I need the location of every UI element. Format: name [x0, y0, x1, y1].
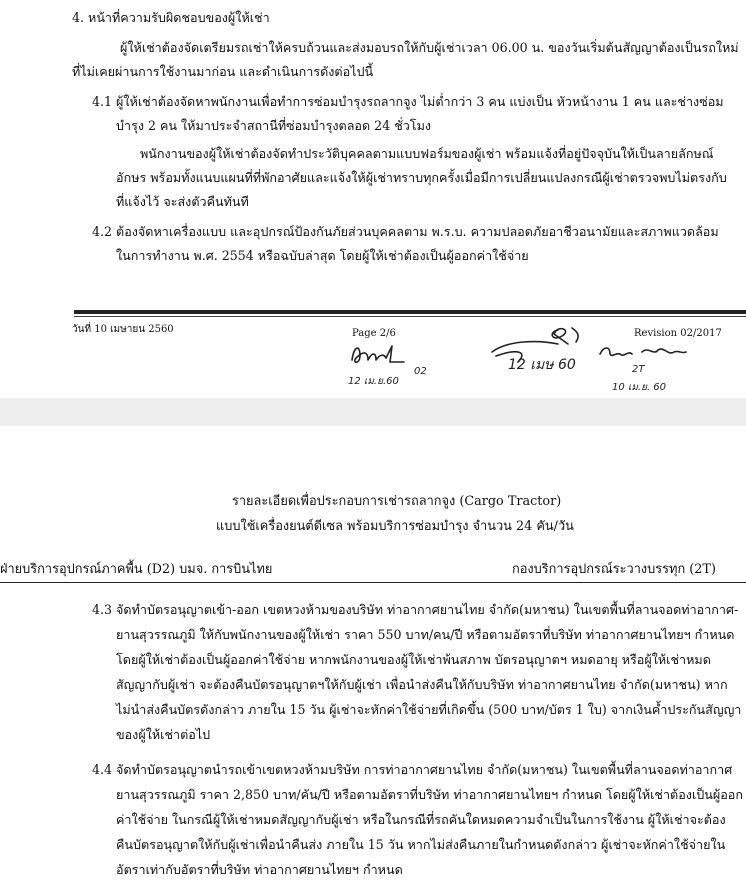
- item-4-4-line: คืนบัตรอนุญาตให้กับผู้เช่าเพื่อนำคืนส่ง ภายใน 15 วัน หากไม่ส่งคืนภายในกำหนดดังกล่าว ผู้เช่าจะหักค่าใช้จ่ายใน: [116, 837, 726, 852]
- item-4-1-line: อักษร พร้อมทั้งแนบแผนที่ที่พักอาศัยและแจ้งให้ผู้เช่าทราบทุกครั้งเมื่อมีการเปลี่ยนแปลงกรณีผู้เช่าตรวจพบไม่ตรงกับ: [116, 170, 727, 185]
- item-4-1-line: พนักงานของผู้ให้เช่าต้องจัดทำประวัติบุคคลตามแบบฟอร์มของผู้เช่า พร้อมแจ้งที่อยู่ปัจจุบันให้เป็นลายลักษณ์: [140, 146, 714, 161]
- department-left: ฝ่ายบริการอุปกรณ์ภาคพื้น (D2) บมจ. การบินไทย: [0, 562, 273, 577]
- footer-date: วันที่ 10 เมษายน 2560: [72, 324, 174, 335]
- page-separator: [0, 398, 746, 426]
- handwritten-date-2: 12 เมษ 60: [508, 357, 576, 373]
- item-4-4-line: 4.4 จัดทำบัตรอนุญาตนำรถเข้าเขตหวงห้ามบริษัท การท่าอากาศยานไทย จำกัด(มหาชน) ในเขตพื้นที่ลานจอดท่าอากาศ: [92, 762, 733, 777]
- signature-1: [346, 340, 406, 370]
- handwritten-date-1: 12 เม.ย.60: [348, 376, 399, 387]
- item-4-1-line: บำรุง 2 คน ให้มาประจำสถานีที่ซ่อมบำรุงตลอด 24 ชั่วโมง: [116, 118, 432, 133]
- footer-rule-thin: [74, 316, 746, 317]
- item-4-1-line: 4.1 ผู้ให้เช่าต้องจัดหาพนักงานเพื่อทำการซ่อมบำรุงรถลากจูง ไม่ต่ำกว่า 3 คน แบ่งเป็น หัวหน้างาน 1 คน และช่างซ่อม: [92, 94, 724, 109]
- section-4-heading: 4. หน้าที่ความรับผิดชอบของผู้ให้เช่า: [72, 10, 270, 25]
- item-4-3-line: ยานสุวรรณภูมิ ให้กับพนักงานของผู้ให้เช่า ราคา 550 บาท/คน/ปี หรือตามอัตราที่บริษัท ท่าอากาศยานไทยฯ กำหนด: [116, 627, 735, 642]
- item-4-3-line: สัญญากับผู้เช่า จะต้องคืนบัตรอนุญาตฯให้กับผู้เช่า เพื่อนำส่งคืนให้กับบริษัท ท่าอากาศยานไทย จำกัด(มหาชน) หาก: [116, 677, 728, 692]
- item-4-1-line: ที่แจ้งไว้ จะส่งตัวคืนทันที: [116, 194, 249, 209]
- handwritten-date-3: 10 เม.ย. 60: [612, 382, 667, 393]
- footer-revision: Revision 02/2017: [634, 328, 722, 339]
- header-rule: [0, 582, 746, 583]
- item-4-2-line: ในการทำงาน พ.ศ. 2554 หรือฉบับล่าสุด โดยผู้ให้เช่าต้องเป็นผู้ออกค่าใช้จ่าย: [116, 248, 529, 263]
- item-4-2-line: 4.2 ต้องจัดหาเครื่องแบบ และอุปกรณ์ป้องกันภัยส่วนบุคคลตาม พ.ร.บ. ความปลอดภัยอาชีวอนามัยและสภาพแวดล้อม: [92, 224, 719, 239]
- department-right: กองบริการอุปกรณ์ระวางบรรทุก (2T): [512, 562, 716, 577]
- paragraph-line: ที่ไม่เคยผ่านการใช้งานมาก่อน และดำเนินการดังต่อไปนี้: [72, 64, 374, 79]
- item-4-3-line: 4.3 จัดทำบัตรอนุญาตเข้า-ออก เขตหวงห้ามของบริษัท ท่าอากาศยานไทย จำกัด(มหาชน) ในเขตพื้นที่ลานจอดท่าอากาศ-: [92, 602, 739, 617]
- item-4-3-line: ไม่นำส่งคืนบัตรดังกล่าว ภายใน 15 วัน ผู้เช่าจะหักค่าใช้จ่ายที่เกิดขึ้น (500 บาท/บัตร 1 ใบ) จากเงินค้ำประกันสัญญา: [116, 702, 742, 717]
- footer-rule: [74, 310, 746, 314]
- item-4-4-line: ค่าใช้จ่าย ในกรณีผู้ให้เช่าหมดสัญญากับผู้เช่า หรือในกรณีที่รถคันใดหมดความจำเป็นในการใช้งาน ผู้ให้เช่าจะต้อง: [116, 812, 726, 827]
- paragraph-line: ผู้ให้เช่าต้องจัดเตรียมรถเช่าให้ครบถ้วนและส่งมอบรถให้กับผู้เช่าเวลา 06.00 น. ของวันเริ่มต้นสัญญาต้องเป็นรถใหม่: [120, 40, 739, 55]
- signature-3: [598, 342, 688, 364]
- item-4-3-line: ของผู้ให้เช่าต่อไป: [116, 727, 211, 742]
- footer-page-number: Page 2/6: [352, 328, 396, 339]
- item-4-3-line: โดยผู้ให้เช่าต้องเป็นผู้ออกค่าใช้จ่าย หากพนักงานของผู้ให้เช่าพ้นสภาพ บัตรอนุญาตฯ หมดอายุ หรือผู้ให้เช่าหมด: [116, 652, 711, 667]
- handwritten-note-02: 02: [414, 366, 427, 377]
- item-4-4-line: ยานสุวรรณภูมิ ราคา 2,850 บาท/คัน/ปี หรือตามอัตราที่บริษัท ท่าอากาศยานไทยฯ กำหนด โดยผู้ให้เช่าต้องเป็นผู้ออก: [116, 787, 743, 802]
- doc-subtitle: แบบใช้เครื่องยนต์ดีเซล พร้อมบริการซ่อมบำรุง จำนวน 24 คัน/วัน: [216, 519, 574, 534]
- handwritten-code-2t: 2T: [632, 364, 645, 375]
- item-4-4-line: อัตราเท่ากับอัตราที่บริษัท ท่าอากาศยานไทยฯ กำหนด: [116, 862, 403, 877]
- doc-title: รายละเอียดเพื่อประกอบการเช่ารถลากจูง (Cargo Tractor): [232, 494, 562, 509]
